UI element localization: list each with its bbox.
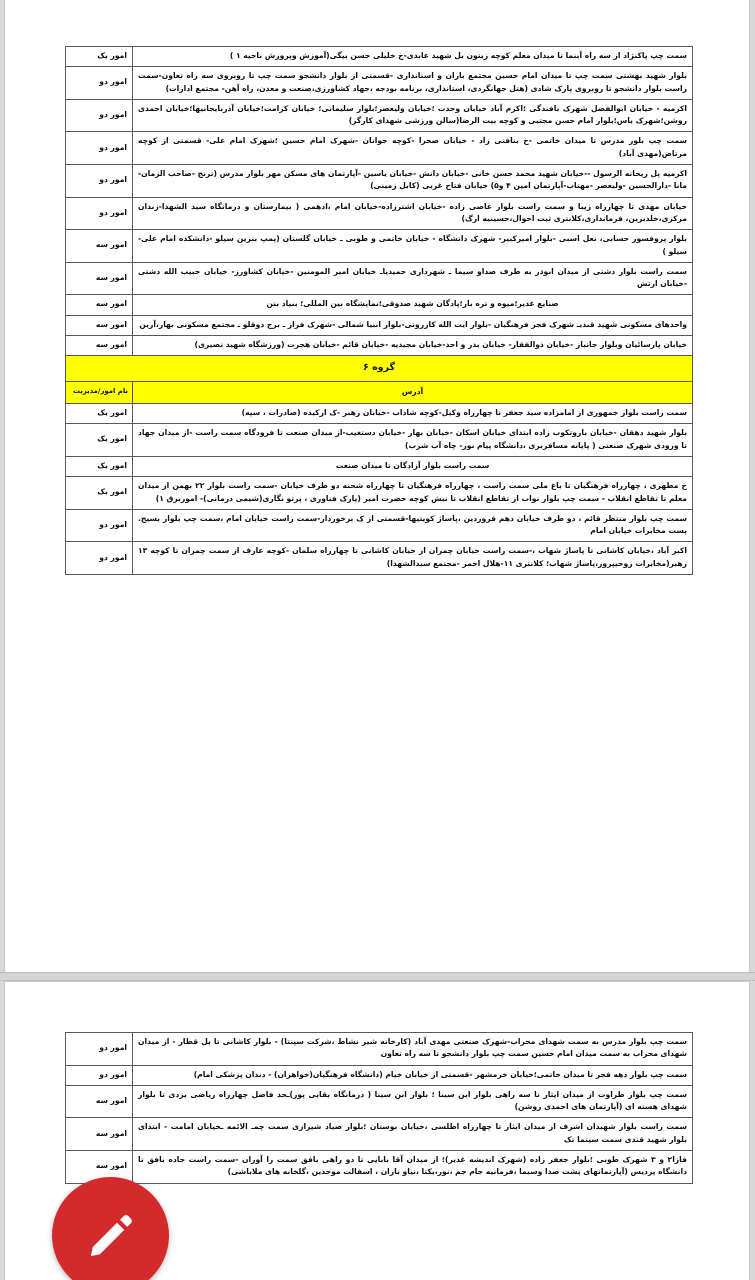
table-row — [66, 1151, 693, 1184]
table-row — [66, 477, 693, 510]
cell-address: سمت راست بلوار جمهوری از امامزاده سید جعفر تا چهارراه وکیل-کوچه شاداب -خیابان رهبر -ک ارکیده (صادرات ، سپه) — [133, 404, 693, 424]
cell-address: خ مطهری ، چهارراه فرهنگیان تا باغ ملی سمت راست ، چهارراه فرهنگیان تا چهارراه شحنه دو طرف خیابان -سمت راست بلوار ۲۲ بهمن از میدان معلم تا تقاطع انقلاب - سمت چپ بلوار نواب از تقاطع انقلاب تا نبش کوچه حضرت امیر (پارک فناوری ، پرتو نگاری(شیمی درمانی)- اموربرق ۱) — [133, 477, 693, 510]
cell-unit-name: امور دو — [66, 99, 133, 132]
table-row — [66, 1118, 693, 1151]
cell-address: سمت چپ بلوار دهه فجر تا میدان خاتمی؛خیابان خرمشهر -قسمتی از خیابان خیام (دانشگاه فرهنگیان(خواهران) - دندان پزشکی امام) — [133, 1065, 693, 1085]
table-row — [66, 99, 693, 132]
table-row — [66, 315, 693, 335]
document-page-1 — [4, 0, 750, 973]
table-row — [66, 1033, 693, 1066]
cell-unit-name: امور سه — [66, 315, 133, 335]
cell-address: سمت چپ پاکنژاد از سه راه آبنما تا میدان معلم کوچه زیتون بل شهید عابدی-خ خلیلی حسن بیگی(آموزش وپرورش ناحیه ۱ ) — [133, 47, 693, 67]
cell-address: سمت چپ بلوار منتظر قائم ، دو طرف خیابان دهم فروردین ،پاساژ کویتیها-قسمتی از ک برخوردار-سمت راست خیابان امام ،سمت چپ بلوار بسیج. پست مخابرات خیابان امام — [133, 509, 693, 542]
cell-unit-name: امور یک — [66, 404, 133, 424]
cell-address: سمت چپ بلور مدرس تا میدان خاتمی -خ بنافتی زاد - خیابان صحرا -کوچه جوانان -شهرک امام حسین ؛شهرک امام علی- قسمتی از کوچه مرتاض(مهدی آباد) — [133, 132, 693, 165]
table-row — [66, 47, 693, 67]
cell-address: بلوار شهید دهقان -خیابان باروتکوب زاده ابتدای خیابان اسکان -خیابان بهار -خیابان دستغیب-از میدان صنعت تا فرودگاه سمت راست -از میدان جهاد تا ورودی شهرک صنعتی ( پایانه مسافربری ،دانشگاه پیام نور- چاه آب شرب) — [133, 424, 693, 457]
cell-unit-name: امور سه — [66, 1085, 133, 1118]
cell-unit-name: امور سه — [66, 1118, 133, 1151]
table-row — [66, 456, 693, 476]
cell-address: بلوار شهید بهشتی سمت چپ تا میدان امام حسین مجتمع باران و استانداری -قسمتی از بلوار دانشجو سمت چپ تا روبروی سه راه تعاون-سمت راست بلوار دانشجو تا روبروی پارک شادی (هتل جهانگردی، استانداری، برنامه بودجه ،جهاد کشاورزی،صنعت و معدن، راه آهن- مجتمع ادارات) — [133, 67, 693, 100]
table-row — [66, 336, 693, 356]
table-row — [66, 165, 693, 198]
address-table-page-1 — [65, 46, 693, 575]
cell-unit-name: امور یک — [66, 456, 133, 476]
page-separator — [0, 972, 755, 981]
cell-unit-name: امور یک — [66, 47, 133, 67]
group-header-row — [66, 356, 693, 381]
cell-address: واحدهای مسکونی شهید قندیـ شهرک فجر فرهنگیان -بلوار ایت الله کازرونی-بلوار انبیا شمالی -شهرک فراز ـ برج دوقلو ـ مجتمع مسکونی بهار،آرین — [133, 315, 693, 335]
cell-address: سمت راست بلوار شهیدان اشرف از میدان ایثار تا چهارراه اطلسی ،خیابان بوستان ؛بلوار صیاد شیرازی سمت چمـ الائمه ـخیابان امامت - ابتدای بلوار شهید قندی سمت سینما تک — [133, 1118, 693, 1151]
cell-address: بلوار پروفسور حسابی، نعل اسبی -بلوار امیرکبیر- شهرک دانشگاه - خیابان خاتمی و طوبی ـ خیابان گلستان (پمپ بنزین سیلو -دانشکده امام علی-سیلو ) — [133, 230, 693, 263]
cell-address: صنایع غدیر؛میوه و تره بار؛پادگان شهید صدوقی؛نمایشگاه بین المللی؛ بنیاد بتن — [133, 295, 693, 315]
cell-unit-name: امور دو — [66, 1033, 133, 1066]
table-row — [66, 1065, 693, 1085]
column-header-name: نام امور/مدیریت — [66, 381, 133, 403]
table-row — [66, 424, 693, 457]
cell-unit-name: امور دو — [66, 1065, 133, 1085]
table-row — [66, 67, 693, 100]
table-row — [66, 509, 693, 542]
table-row — [66, 1085, 693, 1118]
table-row — [66, 262, 693, 295]
cell-address: فازا۲ و ۳ شهرک طوبی ؛بلوار جعفر زاده (شهرک اندیشه غدیر)؛ از میدان آقا بابایی تا دو راهی بافق سمت را آوران -سمت راست جاده بافق تا دانشگاه پردیس (آپارتمانهای پشت صدا وسیما ،فرمانیه جام جم ،نور،یکتا ،نیاو باران ، اسفالت موحدین ،گلخانه های ملاباشی) — [133, 1151, 693, 1184]
cell-address: سمت راست بلوار آزادگان تا میدان صنعت — [133, 456, 693, 476]
cell-address: خیابان پارسائیان وبلوار جانباز -خیابان ذوالفقار- خیابان بدر و احد-خیابان مجیدیه -خیابان قائم -خیابان هجرت (ورزشگاه شهید نصیری) — [133, 336, 693, 356]
group-label: گروه ۶ — [66, 356, 693, 381]
table-row — [66, 132, 693, 165]
table-row — [66, 295, 693, 315]
column-header-row — [66, 381, 693, 403]
cell-unit-name: امور سه — [66, 230, 133, 263]
cell-unit-name: امور سه — [66, 336, 133, 356]
cell-address: خیابان مهدی تا چهارراه زیبا و سمت راست بلوار عاصی زاده -خیابان اشترزاده-خیابان امام ،ادهمی ( بیمارستان و درمانگاه سید الشهدا-زندان مرکزی،خلدبرین، فرمانداری،کلانتری ثبت احوال،حسینیه ارگ) — [133, 197, 693, 230]
cell-address: اکبر آباد ،خیابان کاشانی تا پاساژ شهاب ،-سمت راست خیابان چمران از خیابان کاشانی تا چهارراه سلمان -کوچه عارف از سمت چمران تا کوچه ۱۳ رهبر(مخابرات روحیپرور،پاساژ شهاب؛ کلانتری ۱۱-هلال احمر -مجتمع سیدالشهدا) — [133, 542, 693, 575]
table-row — [66, 230, 693, 263]
table-row — [66, 542, 693, 575]
cell-address: سمت راست بلوار دشتی از میدان ابوذر به طرف صداو سیما ـ شهرداری حمیدیاـ خیابان امیر المومنین -خیابان کشاورز- خیابان حبیب الله دشتی -خیابان ارتش — [133, 262, 693, 295]
cell-unit-name: امور سه — [66, 295, 133, 315]
cell-unit-name: امور دو — [66, 67, 133, 100]
pencil-icon — [85, 1210, 137, 1262]
cell-unit-name: امور یک — [66, 424, 133, 457]
cell-unit-name: امور دو — [66, 542, 133, 575]
cell-unit-name: امور سه — [66, 262, 133, 295]
cell-unit-name: امور یک — [66, 477, 133, 510]
cell-unit-name: امور دو — [66, 509, 133, 542]
address-table-page-2 — [65, 1032, 693, 1184]
table-row — [66, 404, 693, 424]
column-header-address: آدرس — [133, 381, 693, 403]
cell-unit-name: امور دو — [66, 165, 133, 198]
cell-address: سمت چپ بلوار طراوت از میدان ایثار تا سه راهی بلوار ابن سینا ؛ بلوار ابن سینا ( درمانگاه بقایی پور)ـحد فاصل چهارراه ریاضی یزدی تا بلوار شهدای هسته ای (آپارتمان های احمدی روشن) — [133, 1085, 693, 1118]
cell-unit-name: امور دو — [66, 197, 133, 230]
table-row — [66, 197, 693, 230]
cell-unit-name: امور سه — [66, 1151, 133, 1184]
cell-address: اکرمیه - خیابان ابوالفضل شهرک بافندگی ؛اکرم آباد خیابان وحدت ؛خیابان ولیعصر؛بلوار سلیمانی؛ خیابان کرامت؛خیابان آذربایجانیها؛خیابان احمدی روشن؛شهرک یاس؛بلوار امام حسن مجتبی و کوچه بیت الرضا(سالن ورزشی شهدای کارگر) — [133, 99, 693, 132]
cell-unit-name: امور دو — [66, 132, 133, 165]
cell-address: اکرمیه پل ریحانه الرسول --خیابان شهید محمد حسن خانی -خیابان دانش -خیابان یاسین -آپارتمان های مسکن مهر بلوار مدرس (ترنج -صاحب الزمان- مانا -دارالحسین -ولیعصر -مهتاب-آپارتمان امین ۴ و۵) خیابان فتاح غربی (کابل زمینی) — [133, 165, 693, 198]
cell-address: سمت چپ بلوار مدرس به سمت شهدای محراب-شهرک صنعتی مهدی آباد (کارخانه شیر نشاط ،شرکت سپنتا) - بلوار کاشانی تا پل قطار - از میدان شهدای محراب به سمت میدان امام حسین سمت چپ بلوار دانشجو تا سه راه تعاون — [133, 1033, 693, 1066]
